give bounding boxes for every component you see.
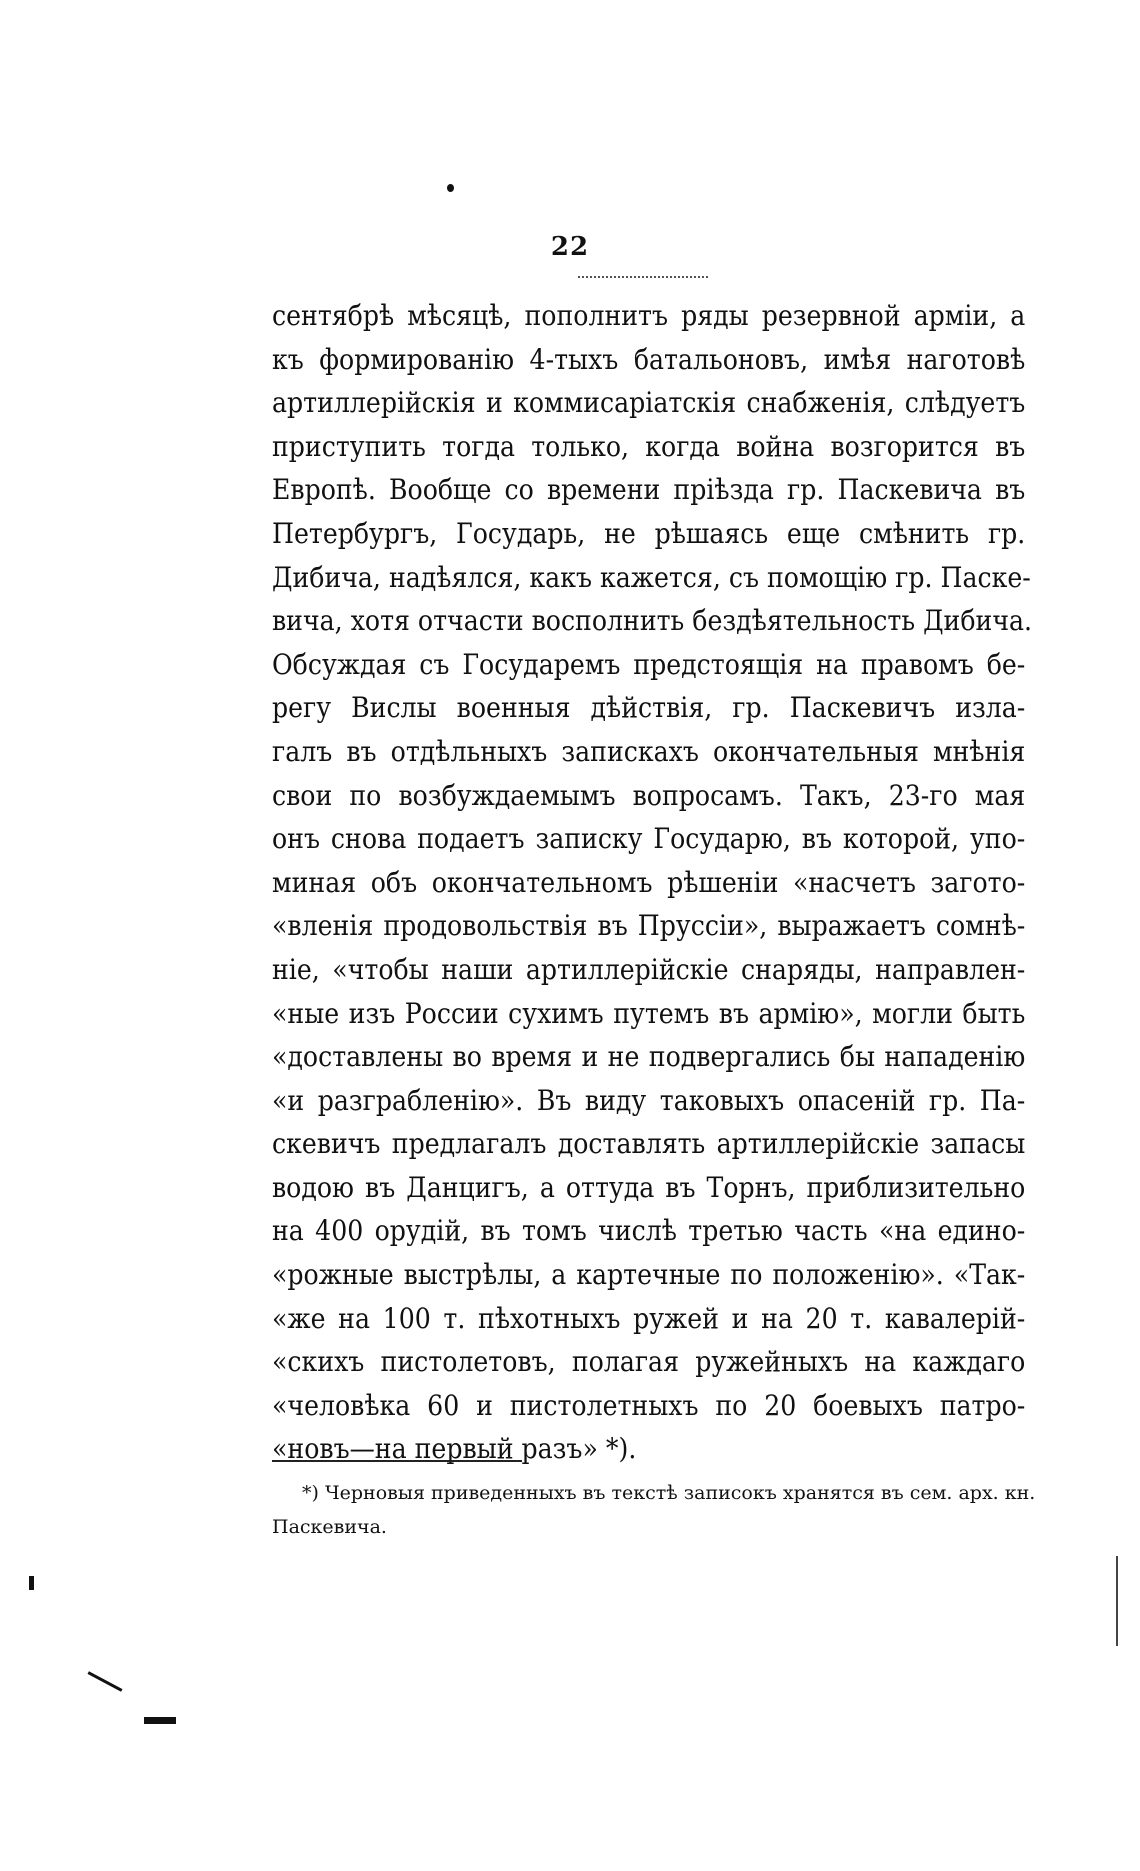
text-line: регу Вислы военныя дѣйствія, гр. Паскевичъ изла- — [272, 691, 1026, 725]
ink-speck — [29, 1576, 34, 1590]
text-line: миная объ окончательномъ рѣшеніи «насчетъ загото- — [272, 865, 1026, 899]
text-line: «рожные выстрѣлы, а картечные по положенію». «Так- — [272, 1258, 1026, 1292]
header-ornament — [578, 270, 708, 278]
text-line: «же на 100 т. пѣхотныхъ ружей и на 20 т. кавалерій- — [272, 1301, 1026, 1335]
page-number: 22 — [550, 232, 590, 262]
text-line: «и разграбленію». Въ виду таковыхъ опасеній гр. Па- — [272, 1083, 1026, 1117]
text-line: ніе, «чтобы наши артиллерійскіе снаряды, направлен- — [272, 952, 1026, 986]
text-line: «ные изъ России сухимъ путемъ въ армію», могли быть — [272, 996, 1026, 1030]
text-line-last: «новъ—на первый разъ» *). — [272, 1432, 637, 1466]
text-line: Дибича, надѣялся, какъ кажется, съ помощію гр. Паске- — [272, 560, 1031, 594]
text-line: свои по возбуждаемымъ вопросамъ. Такъ, 23-го мая — [272, 778, 1026, 812]
footnote-line: *) Черновыя приведенныхъ въ текстѣ записокъ хранятся въ сем. арх. кн. — [302, 1482, 1036, 1504]
text-line: скевичъ предлагалъ доставлять артиллерійскіе запасы — [272, 1127, 1026, 1161]
text-line: вича, хотя отчасти восполнить бездѣятельность Дибича. — [272, 604, 1033, 638]
footnote-rule — [272, 1460, 522, 1462]
text-line: «вленія продовольствія въ Пруссіи», выражаетъ сомнѣ- — [272, 909, 1026, 943]
ink-speck — [144, 1717, 176, 1724]
footnote — [272, 1476, 1036, 1544]
text-line: галъ въ отдѣльныхъ запискахъ окончательныя мнѣнія — [272, 734, 1026, 768]
text-line: приступить тогда только, когда война возгорится въ — [272, 429, 1026, 463]
text-line: артиллерійскія и коммисаріатскія снабженія, слѣдуетъ — [272, 386, 1026, 420]
footnote-line: Паскевича. — [272, 1516, 387, 1538]
text-line: на 400 орудій, въ томъ числѣ третью часть «на едино- — [272, 1214, 1026, 1248]
text-line: къ формированію 4-тыхъ батальоновъ, имѣя наготовѣ — [272, 342, 1026, 376]
text-line: онъ снова подаетъ записку Государю, въ которой, упо- — [272, 822, 1026, 856]
text-line: «человѣка 60 и пистолетныхъ по 20 боевыхъ патро- — [272, 1388, 1026, 1422]
text-line: сентябрѣ мѣсяцѣ, пополнитъ ряды резервной арміи, а — [272, 299, 1026, 332]
text-line: Обсуждая съ Государемъ предстоящія на правомъ бе- — [272, 647, 1026, 681]
body-text — [272, 294, 1033, 1471]
text-line: водою въ Данцигъ, а оттуда въ Торнъ, приблизительно — [272, 1170, 1026, 1204]
ink-speck — [88, 1671, 123, 1691]
text-line: «скихъ пистолетовъ, полагая ружейныхъ на каждаго — [272, 1345, 1026, 1379]
margin-mark — [1116, 1556, 1118, 1646]
text-line: «доставлены во время и не подвергались бы нападенію — [272, 1040, 1026, 1074]
text-line: Европѣ. Вообще со времени пріѣзда гр. Паскевича въ — [272, 473, 1026, 507]
ink-speck — [447, 184, 454, 192]
text-line: Петербургъ, Государь, не рѣшаясь еще смѣнить гр. — [272, 516, 1026, 550]
